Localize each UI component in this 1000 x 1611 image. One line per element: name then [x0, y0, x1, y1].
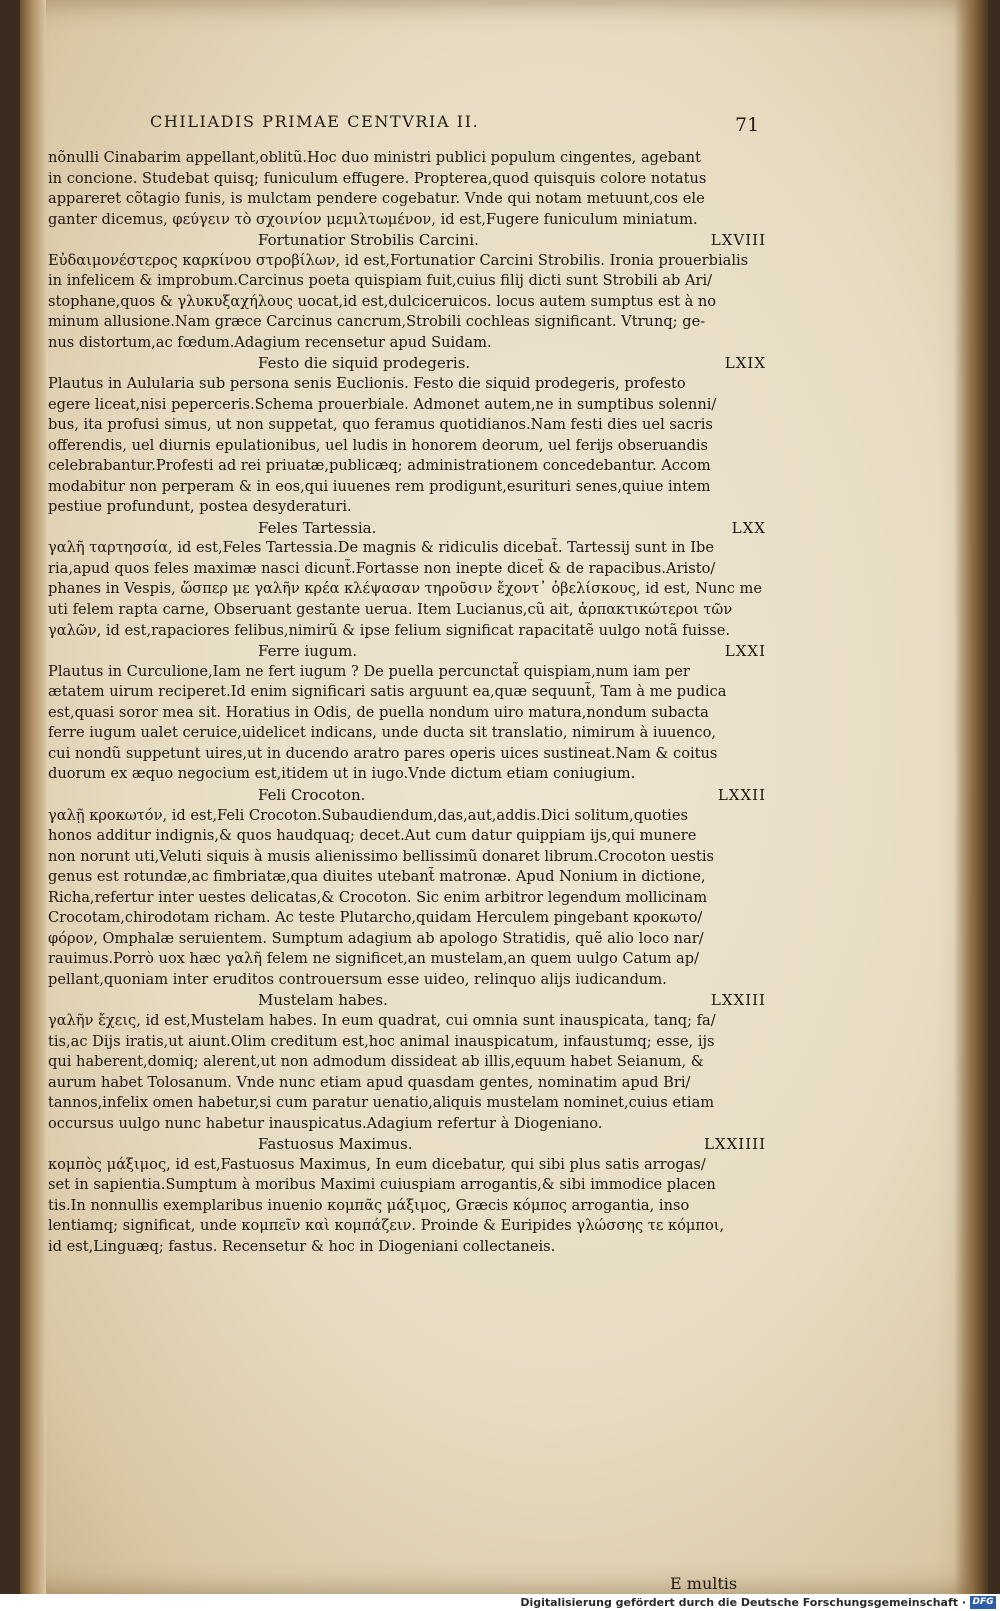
- adage-text-line: duorum ex æquo negocium est,itidem ut in iugo.Vnde dictum etiam coniugium.: [48, 765, 636, 783]
- adage-text-line: non norunt uti,Veluti siquis à musis alienissimo bellissimũ donaret librum.Crocoton uestis: [48, 847, 715, 865]
- adage-heading: [48, 353, 766, 374]
- adage-text-line: Εὐδαιμονέστερος καρκίνου στροβίλων, id est,Fortunatior Carcini Strobilis. Ironia prouerbialis: [48, 251, 749, 269]
- adage-text-line: aurum habet Tolosanum. Vnde nunc etiam apud quasdam gentes, nominatim apud Bri/: [48, 1073, 691, 1091]
- dfg-logo: DFG: [970, 1596, 996, 1609]
- adage-number: LXIX: [724, 354, 766, 373]
- adage-text-line: γαλῆ ταρτησσία, id est,Feles Tartessia.De magnis & ridiculis dicebat̃. Tartessij sunt in Ibe: [48, 539, 714, 557]
- adage-text-line: ferre iugum ualet ceruice,uidelicet indicans, unde ducta sit translatio, nimirum à iuuenco,: [48, 724, 717, 742]
- adage-text-line: offerendis, uel diurnis epulationibus, uel ludis in honorem deorum, uel ferijs obseruandis: [48, 436, 709, 454]
- adage-number: LXX: [731, 518, 766, 537]
- adage-heading: [48, 1134, 766, 1155]
- adage-text-line: nus distortum,ac fœdum.Adagium recensetur apud Suidam.: [48, 333, 492, 351]
- intro-line: nõnulli Cinabarim appellant,oblitũ.Hoc duo ministri publici populum cingentes, agebant: [48, 149, 701, 166]
- page-number: 71: [735, 114, 760, 136]
- adage-text-line: rauimus.Porrò uox hæc γαλῆ felem ne significet,an mustelam,an quem uulgo Catum ap/: [48, 950, 700, 968]
- adage-text-line: tis.In nonnullis exemplaribus inuenio κομπᾶς μάξιμος, Græcis κόμπος arrogantia, inso: [48, 1196, 690, 1214]
- adage-text-line: id est,Linguæq; fastus. Recensetur & hoc in Diogeniani collectaneis.: [48, 1237, 556, 1255]
- adage-title: Festo die siquid prodegeris.: [258, 354, 471, 373]
- adage-title: Fortunatior Strobilis Carcini.: [258, 231, 479, 250]
- adage-text-line: ætatem uirum reciperet.Id enim significari satis arguunt ea,quæ sequunt̃, Tam à me pudica: [48, 683, 727, 701]
- page-body: [48, 148, 766, 1258]
- adage-text-line: celebrabantur.Profesti ad rei priuatæ,publicæq; administrationem concedebantur. Accom: [48, 457, 711, 475]
- adage-text-line: Plautus in Curculione,Iam ne fert iugum ? De puella percunctat̃ quispiam,num iam per: [48, 662, 690, 680]
- running-head: CHILIADIS PRIMAE CENTVRIA II.: [150, 112, 480, 131]
- adage-heading: [48, 990, 766, 1011]
- adage-text-line: egere liceat,nisi peperceris.Schema prouerbiale. Admonet autem,ne in sumptibus solenni/: [48, 395, 717, 413]
- adage-text-line: φόρον, Omphalæ seruientem. Sumptum adagium ab apologo Stratidis, quẽ alio loco nar/: [48, 929, 704, 947]
- adage-number: LXXIII: [710, 991, 766, 1010]
- footer-credit: Digitalisierung gefördert durch die Deutsche Forschungsgemeinschaft ·: [520, 1596, 966, 1609]
- adage-text-line: tannos,infelix omen habetur,si cum paratur uenatio,aliquis mustelam nominet,cuius etiam: [48, 1094, 715, 1112]
- adage-text-line: Plautus in Aulularia sub persona senis Euclionis. Festo die siquid prodegeris, profesto: [48, 375, 686, 393]
- adage-title: Fastuosus Maximus.: [258, 1135, 413, 1154]
- adage-text-line: bus, ita profusi simus, ut non suppetat, quo feramus quotidianos.Nam festi dies uel sacris: [48, 416, 713, 434]
- adage-text-line: set in sapientia.Sumptum à moribus Maximi cuiuspiam arrogantis,& sibi immodice placen: [48, 1176, 716, 1194]
- page-gutter: [20, 0, 46, 1594]
- adage-text-line: qui haberent,domiq; alerent,ut non admodum dissideat ab illis,equum habet Seianum, &: [48, 1053, 704, 1071]
- adage-number: LXXIIII: [703, 1135, 766, 1154]
- adage-title: Ferre iugum.: [258, 642, 358, 661]
- adage-text-line: γαλῆν ἔχεις, id est,Mustelam habes. In eum quadrat, cui omnia sunt inauspicata, tanq; fa/: [48, 1011, 716, 1029]
- adage-number: LXVIII: [710, 231, 766, 250]
- adage-text-line: genus est rotundæ,ac fimbriatæ,qua diuites utebant̃ matronæ. Apud Nonium in dictione,: [48, 868, 706, 886]
- adage-text-line: uti felem rapta carne, Obseruant gestante uerua. Item Lucianus,cũ ait, ἀρπακτικώτεροι τῶν: [48, 601, 733, 619]
- catchword: E multis: [670, 1574, 738, 1593]
- digitization-footer: [0, 1594, 1000, 1611]
- adage-text-line: minum allusione.Nam græce Carcinus cancrum,Strobili cochleas significant. Vtrunq; ge-: [48, 313, 706, 331]
- adage-heading: [48, 641, 766, 662]
- intro-line: ganter dicemus, φεύγειν τὸ σχοινίον μεμιλτωμένον, id est,Fugere funiculum miniatum.: [48, 210, 698, 228]
- adage-text-line: modabitur non perperam & in eos,qui iuuenes rem prodigunt,esurituri senes,quiue intem: [48, 477, 711, 495]
- adage-text-line: cui nondũ suppetunt uires,ut in ducendo aratro pares operis uices sustineat.Nam & coitus: [48, 744, 718, 762]
- adage-title: Mustelam habes.: [258, 991, 388, 1010]
- adage-text-line: κομπὸς μάξιμος, id est,Fastuosus Maximus, In eum dicebatur, qui sibi plus satis arrogas/: [48, 1155, 706, 1173]
- adage-heading: [48, 518, 766, 539]
- page-fore-edge: [954, 0, 988, 1594]
- adage-text-line: est,quasi soror mea sit. Horatius in Odis, de puella nondum uiro matura,nondum subacta: [48, 703, 709, 721]
- adage-heading: [48, 230, 766, 251]
- adage-text-line: honos additur indignis,& quos haudquaq; decet.Aut cum datur quippiam ijs,qui munere: [48, 827, 697, 845]
- adage-number: LXXI: [724, 642, 766, 661]
- adage-text-line: in infelicem & improbum.Carcinus poeta quispiam fuit,cuius filij dicti sunt Strobili ab Ari/: [48, 272, 713, 290]
- adage-text-line: tis,ac Dijs iratis,ut aiunt.Olim creditum est,hoc animal inauspicatum, infaustumq; esse, ijs: [48, 1032, 715, 1050]
- intro-line: in concione. Studebat quisq; funiculum effugere. Propterea,quod quisquis colore notatus: [48, 169, 707, 187]
- adage-text-line: stophane,quos & γλυκυξαχήλους uocat,id est,dulciceruicos. locus autem sumptus est à no: [48, 292, 717, 310]
- adage-text-line: ria,apud quos feles maximæ nasci dicunt̃.Fortasse non inepte dicet̃ & de rapacibus.Aristo/: [48, 559, 716, 577]
- adage-heading: [48, 785, 766, 806]
- adage-text-line: Richa,refertur inter uestes delicatas,& Crocoton. Sic enim arbitror legendum mollicinam: [48, 888, 708, 906]
- adage-text-line: pestiue profundunt, postea desyderaturi.: [48, 498, 352, 516]
- intro-line: appareret cõtagio funis, is mulctam pendere cogebatur. Vnde qui notam metuunt,cos ele: [48, 190, 705, 208]
- adage-number: LXXII: [717, 785, 766, 804]
- adage-text-line: Crocotam,chirodotam richam. Ac teste Plutarcho,quidam Herculem pingebant κροκωτο/: [48, 909, 703, 927]
- adage-text-line: occursus uulgo nunc habetur inauspicatus.Adagium refertur à Diogeniano.: [48, 1114, 603, 1132]
- adage-text-line: phanes in Vespis, ὥσπερ με γαλῆν κρέα κλέψασαν τηροῦσιν ἔχοντ᾽ ὀβελίσκους, id est, Nunc me: [48, 580, 763, 598]
- adage-text-line: pellant,quoniam inter eruditos controuersum esse uideo, relinquo alijs iudicandum.: [48, 970, 667, 988]
- adage-text-line: lentiamq; significat, unde κομπεῖν καὶ κομπάζειν. Proinde & Euripides γλώσσης τε κόμποι,: [48, 1217, 725, 1235]
- adage-text-line: γαλῇ κροκωτόν, id est,Feli Crocoton.Subaudiendum,das,aut,addis.Dici solitum,quoties: [48, 806, 688, 824]
- adage-text-line: γαλῶν, id est,rapaciores felibus,nimirũ & ipse felium significat rapacitatẽ uulgo notã fuisse.: [48, 621, 731, 639]
- adage-title: Feli Crocoton.: [258, 785, 366, 804]
- adage-title: Feles Tartessia.: [258, 518, 377, 537]
